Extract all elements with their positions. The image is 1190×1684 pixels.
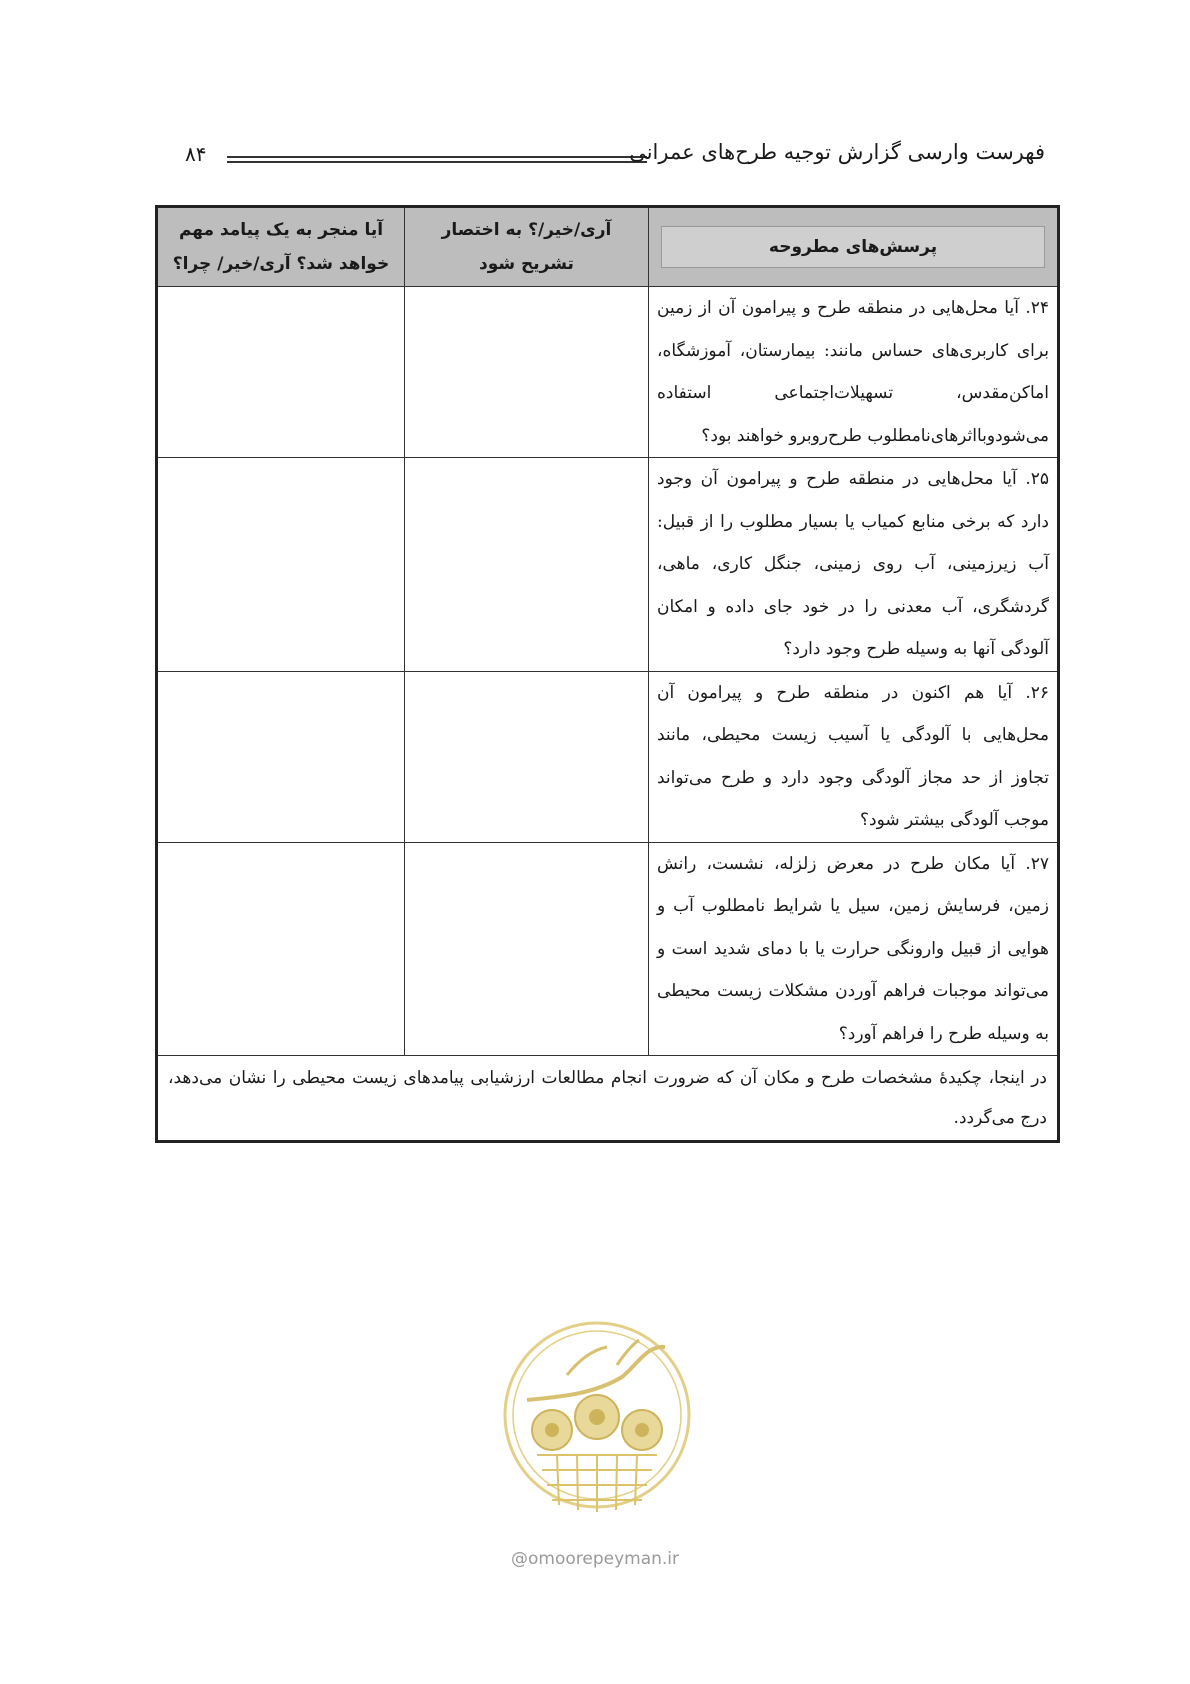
answer-cell[interactable] <box>405 287 649 458</box>
page-header <box>175 140 1045 180</box>
checklist-table <box>155 205 1060 1143</box>
page-number: ۸۴ <box>185 142 207 166</box>
watermark-seal-icon <box>497 1305 697 1540</box>
table-row <box>157 287 1059 458</box>
significance-cell[interactable] <box>157 458 405 672</box>
question-cell: ۲۵. آیا محل‌هایی در منطقه طرح و پیرامون آن وجود دارد که برخی منابع کمیاب یا بسیار مطلوب را از قبیل: آب زیرزمینی، آب روی زمینی، جنگل کاری، ماهی، گردشگری، آب معدنی را در خود جای داده و امکان آلودگی آنها به وسیله طرح وجود دارد؟ <box>649 458 1059 672</box>
question-cell: ۲۴. آیا محل‌هایی در منطقه طرح و پیرامون آن از زمین برای کاربری‌های حساس مانند: بیمارستان، آموزشگاه، اماکن‌مقدس، تسهیلات‌اجتماعی استفاده می‌شودوبااثرهای‌نامطلوب طرح‌روبرو خواهند بود؟ <box>649 287 1059 458</box>
summary-cell: در اینجا، چکیدهٔ مشخصات طرح و مکان آن که ضرورت انجام مطالعات ارزشیابی پیامدهای زیست محیطی را نشان می‌دهد، درج می‌گردد. <box>157 1056 1059 1142</box>
column-header-significance: آیا منجر به یک پیامد مهم خواهد شد؟ آری/خیر/ چرا؟ <box>157 207 405 287</box>
header-double-rule <box>227 156 647 163</box>
answer-cell[interactable] <box>405 458 649 672</box>
table-row <box>157 458 1059 672</box>
summary-row <box>157 1056 1059 1142</box>
table-header-row <box>157 207 1059 287</box>
website-caption: @omoorepeyman.ir <box>510 1549 680 1569</box>
watermark-logo <box>497 1305 697 1540</box>
running-title: فهرست وارسی گزارش توجیه طرح‌های عمرانی <box>629 140 1045 164</box>
column-header-questions-label: پرسش‌های مطروحه <box>661 226 1045 268</box>
table-row <box>157 842 1059 1056</box>
significance-cell[interactable] <box>157 842 405 1056</box>
question-cell: ۲۶. آیا هم اکنون در منطقه طرح و پیرامون آن محل‌هایی با آلودگی یا آسیب زیست محیطی، مانند تجاوز از حد مجاز آلودگی وجود دارد و طرح می‌تواند موجب آلودگی بیشتر شود؟ <box>649 671 1059 842</box>
column-header-answer: آری/خیر/؟ به اختصار تشریح شود <box>405 207 649 287</box>
column-header-questions <box>649 207 1059 287</box>
significance-cell[interactable] <box>157 287 405 458</box>
question-cell: ۲۷. آیا مکان طرح در معرض زلزله، نشست، رانش زمین، فرسایش زمین، سیل یا شرایط نامطلوب آب و هوایی از قبیل وارونگی حرارت یا با دمای شدید است و می‌تواند موجبات فراهم آوردن مشکلات زیست محیطی به وسیله طرح را فراهم آورد؟ <box>649 842 1059 1056</box>
table-row <box>157 671 1059 842</box>
answer-cell[interactable] <box>405 671 649 842</box>
significance-cell[interactable] <box>157 671 405 842</box>
answer-cell[interactable] <box>405 842 649 1056</box>
